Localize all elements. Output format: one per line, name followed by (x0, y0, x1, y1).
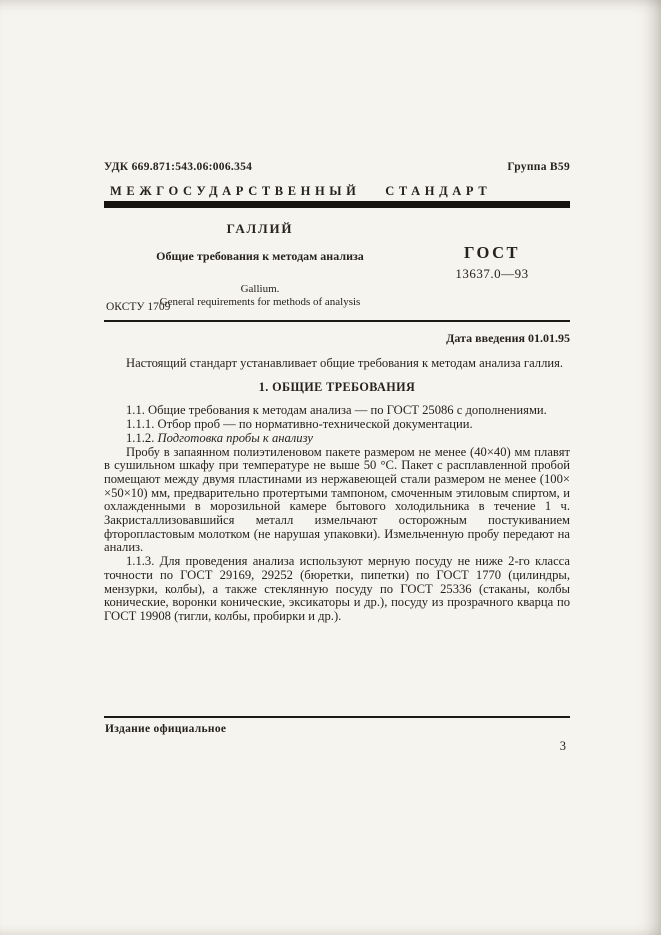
paragraph-sample-preparation: Пробу в запаянном полиэтиленовом пакете размером не менее (40×40) мм плавят в сушильном шкафу при температуре не выше 50 °С. Пакет с расплавленной пробой помещают между двумя пластинами из нержавеющей стали размером не менее (100× ×50×10) мм, предварительно протертыми тампоном, смоченным этиловым спиртом, и охлажденными в морозильной камере бытового холодильника в течение 1 ч. Закристаллизовавшийся металл измельчают осторожным постукиванием фторопластовым молотком (не нарушая упаковки). Измельченную пробу передают на анализ. (104, 444, 570, 555)
okstu-code: ОКСТУ 1709 (106, 301, 171, 313)
document-title: ГАЛЛИЙ (226, 221, 294, 236)
standard-type-heading: МЕЖГОСУДАРСТВЕННЫЙ СТАНДАРТ (110, 184, 492, 198)
gost-label: ГОСТ (463, 243, 521, 262)
official-edition-label: Издание официальное (105, 723, 227, 735)
gost-designation-block (414, 243, 570, 282)
paragraph-intro: Настоящий стандарт устанавливает общие требования к методам анализа галлия. (126, 356, 564, 370)
paragraph-1-1-1: 1.1.1. Отбор проб — по нормативно-технической документации. (126, 417, 473, 432)
header-rule (104, 201, 570, 208)
paragraph-1-1-2 (104, 432, 570, 446)
gost-number: 13637.0—93 (455, 266, 529, 281)
title-block (104, 221, 416, 308)
document-subtitle-en: General requirements for methods of analysis (159, 295, 361, 308)
paragraph-1-1: 1.1. Общие требования к методам анализа — по ГОСТ 25086 с дополнениями. (126, 403, 547, 418)
document-subtitle: Общие требования к методам анализа (156, 249, 364, 263)
footer-rule (104, 716, 570, 718)
document-body (104, 357, 570, 624)
group-code: Группа В59 (507, 161, 570, 173)
udk-code: УДК 669.871:543.06:006.354 (104, 161, 253, 173)
paragraph-1-1-3: 1.1.3. Для проведения анализа используют мерную посуду не ниже 2-го класса точности по ГОСТ 29169, 29252 (бюретки, пипетки) по ГОСТ 1770 (цилиндры, мензурки, колбы), а также стеклянную посуду по ГОСТ 25336 (стаканы, колбы конические, воронки конические, эксикаторы и др.), посуду из прозрачного кварца по ГОСТ 19908 (тигли, колбы, пробирки и др.). (104, 554, 570, 623)
top-reference-line (104, 161, 570, 173)
introduction-date: Дата введения 01.01.95 (446, 331, 570, 345)
section-rule (104, 320, 570, 322)
page-number: 3 (559, 739, 566, 753)
clause-1-1-2-number: 1.1.2. (126, 430, 155, 445)
section-heading-general-requirements: 1. ОБЩИЕ ТРЕБОВАНИЯ (258, 379, 416, 394)
document-title-en: Gallium. (240, 283, 280, 295)
clause-1-1-2-title: Подготовка пробы к анализу (157, 430, 314, 445)
